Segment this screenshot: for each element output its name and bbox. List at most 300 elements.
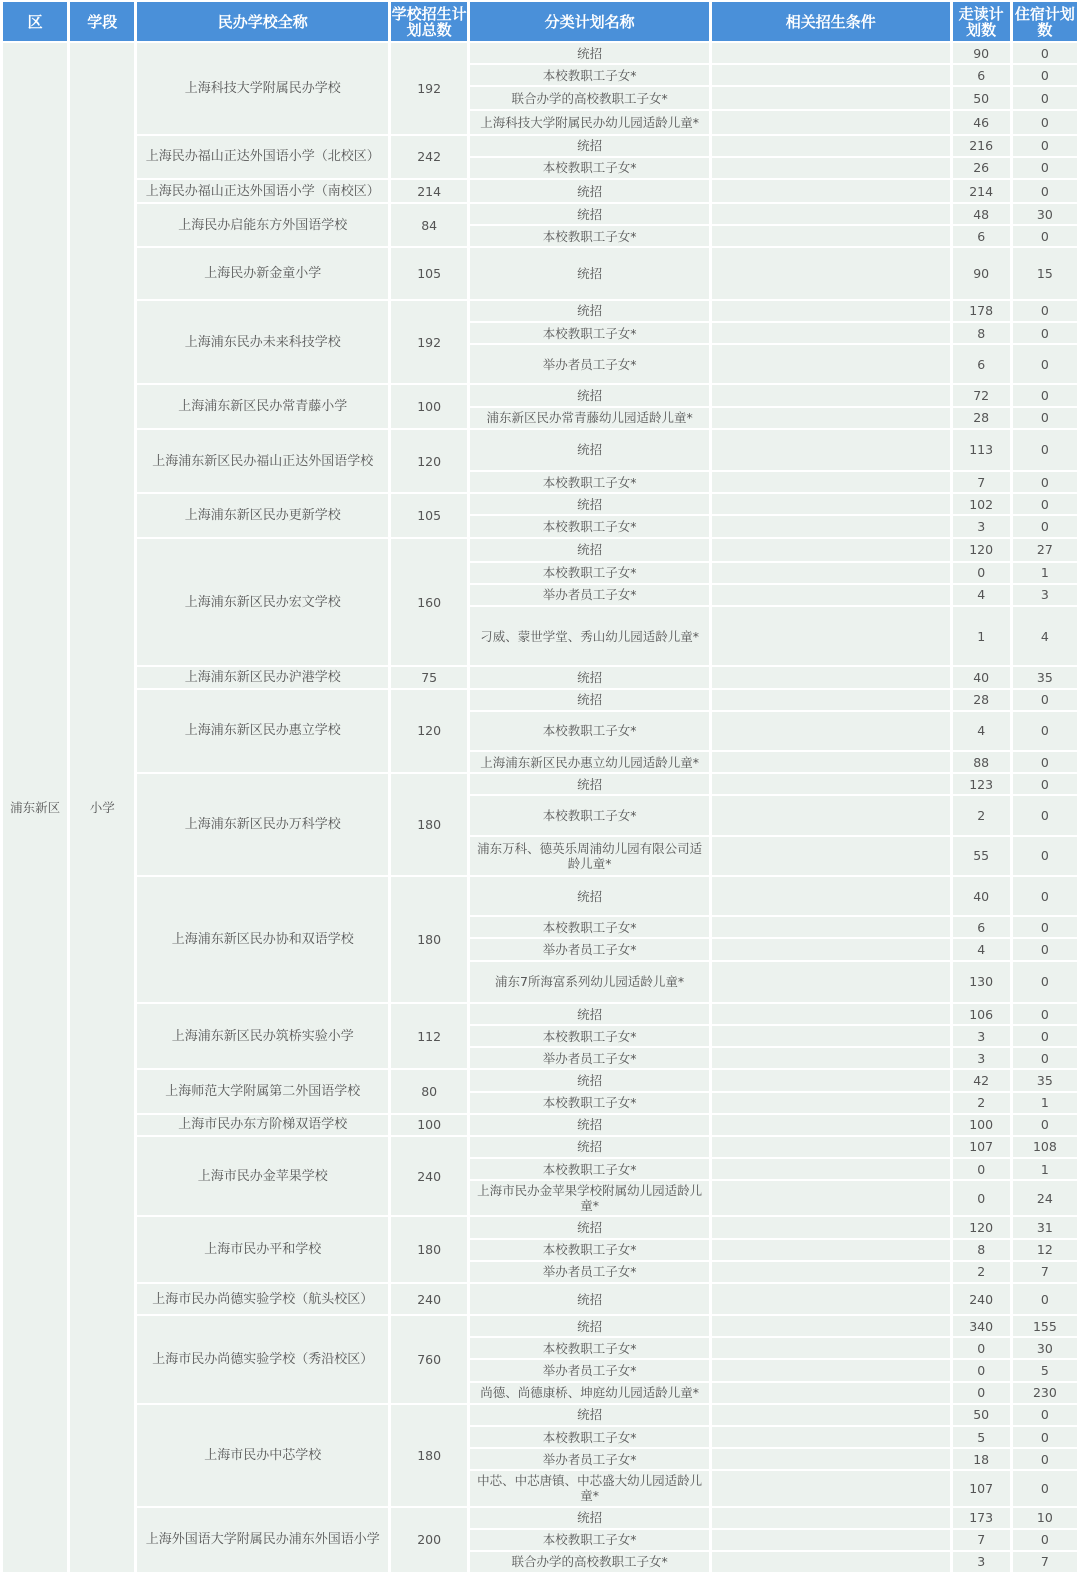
board-plan-cell: 0 — [1013, 1115, 1077, 1135]
board-plan-cell: 0 — [1013, 430, 1077, 470]
day-plan-cell: 123 — [953, 774, 1010, 794]
board-plan-cell: 0 — [1013, 1048, 1077, 1068]
category-cell: 统招 — [470, 430, 709, 470]
board-plan-cell: 0 — [1013, 796, 1077, 834]
conditions-cell — [712, 204, 950, 224]
table-row — [3, 180, 1077, 202]
table-row — [3, 43, 1077, 63]
board-plan-cell: 0 — [1013, 1449, 1077, 1469]
category-cell: 举办者员工子女* — [470, 1262, 709, 1282]
day-plan-cell: 4 — [953, 939, 1010, 959]
conditions-cell — [712, 43, 950, 63]
conditions-cell — [712, 962, 950, 1002]
board-plan-cell: 0 — [1013, 1026, 1077, 1046]
day-plan-cell: 7 — [953, 472, 1010, 492]
category-cell: 统招 — [470, 204, 709, 224]
board-plan-cell: 10 — [1013, 1508, 1077, 1528]
board-plan-cell: 27 — [1013, 539, 1077, 561]
day-plan-cell: 46 — [953, 111, 1010, 133]
day-plan-cell: 72 — [953, 385, 1010, 405]
school-name-cell: 上海市民办尚德实验学校（航头校区） — [137, 1284, 388, 1314]
day-plan-cell: 0 — [953, 1181, 1010, 1215]
conditions-cell — [712, 1427, 950, 1447]
school-name-cell: 上海浦东新区民办更新学校 — [137, 494, 388, 536]
category-cell: 统招 — [470, 43, 709, 63]
table-row — [3, 774, 1077, 794]
category-cell: 联合办学的高校教职工子女* — [470, 1552, 709, 1572]
school-name-cell: 上海浦东新区民办万科学校 — [137, 774, 388, 875]
total-plan-cell: 75 — [391, 667, 467, 687]
category-cell: 本校教职工子女* — [470, 65, 709, 85]
conditions-cell — [712, 796, 950, 834]
board-plan-cell: 3 — [1013, 585, 1077, 605]
conditions-cell — [712, 585, 950, 605]
category-cell: 本校教职工子女* — [470, 1159, 709, 1179]
conditions-cell — [712, 180, 950, 202]
day-plan-cell: 6 — [953, 917, 1010, 937]
conditions-cell — [712, 1316, 950, 1336]
header-school-name: 民办学校全称 — [137, 2, 388, 41]
conditions-cell — [712, 1240, 950, 1260]
conditions-cell — [712, 1284, 950, 1314]
day-plan-cell: 6 — [953, 226, 1010, 246]
stage-cell: 小学 — [70, 43, 134, 1572]
conditions-cell — [712, 345, 950, 383]
category-cell: 本校教职工子女* — [470, 796, 709, 834]
total-plan-cell: 80 — [391, 1070, 467, 1112]
day-plan-cell: 3 — [953, 1048, 1010, 1068]
school-name-cell: 上海浦东新区民办沪港学校 — [137, 667, 388, 687]
day-plan-cell: 4 — [953, 712, 1010, 750]
category-cell: 统招 — [470, 1284, 709, 1314]
day-plan-cell: 240 — [953, 1284, 1010, 1314]
total-plan-cell: 160 — [391, 539, 467, 666]
conditions-cell — [712, 1552, 950, 1572]
board-plan-cell: 0 — [1013, 1284, 1077, 1314]
board-plan-cell: 0 — [1013, 136, 1077, 156]
total-plan-cell: 192 — [391, 301, 467, 384]
conditions-cell — [712, 939, 950, 959]
board-plan-cell: 0 — [1013, 65, 1077, 85]
day-plan-cell: 26 — [953, 158, 1010, 178]
category-cell: 统招 — [470, 301, 709, 321]
day-plan-cell: 3 — [953, 1552, 1010, 1572]
school-name-cell: 上海民办新金童小学 — [137, 248, 388, 298]
conditions-cell — [712, 301, 950, 321]
day-plan-cell: 18 — [953, 1449, 1010, 1469]
board-plan-cell: 0 — [1013, 158, 1077, 178]
day-plan-cell: 1 — [953, 607, 1010, 665]
day-plan-cell: 113 — [953, 430, 1010, 470]
category-cell: 本校教职工子女* — [470, 226, 709, 246]
board-plan-cell: 0 — [1013, 752, 1077, 772]
category-cell: 统招 — [470, 667, 709, 687]
total-plan-cell: 112 — [391, 1004, 467, 1068]
day-plan-cell: 0 — [953, 563, 1010, 583]
day-plan-cell: 3 — [953, 1026, 1010, 1046]
board-plan-cell: 0 — [1013, 939, 1077, 959]
school-name-cell: 上海浦东新区民办常青藤小学 — [137, 385, 388, 427]
school-name-cell: 上海浦东新区民办福山正达外国语学校 — [137, 430, 388, 492]
conditions-cell — [712, 607, 950, 665]
category-cell: 本校教职工子女* — [470, 158, 709, 178]
school-name-cell: 上海市民办金苹果学校 — [137, 1137, 388, 1216]
category-cell: 浦东万科、德英乐周浦幼儿园有限公司适龄儿童* — [470, 837, 709, 875]
table-row — [3, 204, 1077, 224]
board-plan-cell: 1 — [1013, 1093, 1077, 1113]
day-plan-cell: 90 — [953, 248, 1010, 298]
board-plan-cell: 0 — [1013, 494, 1077, 514]
table-row — [3, 1004, 1077, 1024]
conditions-cell — [712, 917, 950, 937]
conditions-cell — [712, 563, 950, 583]
board-plan-cell: 35 — [1013, 1070, 1077, 1090]
category-cell: 统招 — [470, 877, 709, 915]
category-cell: 本校教职工子女* — [470, 1093, 709, 1113]
category-cell: 本校教职工子女* — [470, 323, 709, 343]
conditions-cell — [712, 1262, 950, 1282]
table-row — [3, 1115, 1077, 1135]
board-plan-cell: 0 — [1013, 877, 1077, 915]
conditions-cell — [712, 1471, 950, 1505]
conditions-cell — [712, 1070, 950, 1090]
board-plan-cell: 0 — [1013, 1405, 1077, 1425]
category-cell: 统招 — [470, 494, 709, 514]
board-plan-cell: 0 — [1013, 1004, 1077, 1024]
board-plan-cell: 0 — [1013, 690, 1077, 710]
conditions-cell — [712, 539, 950, 561]
total-plan-cell: 760 — [391, 1316, 467, 1403]
day-plan-cell: 214 — [953, 180, 1010, 202]
conditions-cell — [712, 472, 950, 492]
school-name-cell: 上海民办福山正达外国语小学（南校区） — [137, 180, 388, 202]
conditions-cell — [712, 1383, 950, 1403]
category-cell: 举办者员工子女* — [470, 939, 709, 959]
day-plan-cell: 3 — [953, 516, 1010, 536]
day-plan-cell: 40 — [953, 877, 1010, 915]
category-cell: 举办者员工子女* — [470, 1048, 709, 1068]
category-cell: 统招 — [470, 539, 709, 561]
day-plan-cell: 28 — [953, 408, 1010, 428]
day-plan-cell: 107 — [953, 1471, 1010, 1505]
conditions-cell — [712, 1405, 950, 1425]
conditions-cell — [712, 1048, 950, 1068]
board-plan-cell: 0 — [1013, 917, 1077, 937]
header-total-plan: 学校招生计划总数 — [391, 2, 467, 41]
board-plan-cell: 30 — [1013, 1338, 1077, 1358]
category-cell: 统招 — [470, 136, 709, 156]
conditions-cell — [712, 1530, 950, 1550]
day-plan-cell: 28 — [953, 690, 1010, 710]
category-cell: 上海浦东新区民办惠立幼儿园适龄儿童* — [470, 752, 709, 772]
board-plan-cell: 1 — [1013, 563, 1077, 583]
table-row — [3, 430, 1077, 470]
category-cell: 本校教职工子女* — [470, 1338, 709, 1358]
table-row — [3, 494, 1077, 514]
board-plan-cell: 0 — [1013, 516, 1077, 536]
day-plan-cell: 2 — [953, 796, 1010, 834]
conditions-cell — [712, 1338, 950, 1358]
conditions-cell — [712, 1115, 950, 1135]
conditions-cell — [712, 226, 950, 246]
conditions-cell — [712, 158, 950, 178]
category-cell: 联合办学的高校教职工子女* — [470, 87, 709, 109]
school-name-cell: 上海民办启能东方外国语学校 — [137, 204, 388, 246]
board-plan-cell: 0 — [1013, 345, 1077, 383]
header-row — [3, 2, 1077, 41]
day-plan-cell: 50 — [953, 87, 1010, 109]
conditions-cell — [712, 1159, 950, 1179]
total-plan-cell: 214 — [391, 180, 467, 202]
total-plan-cell: 200 — [391, 1508, 467, 1573]
school-name-cell: 上海浦东新区民办协和双语学校 — [137, 877, 388, 1002]
table-row — [3, 1316, 1077, 1336]
category-cell: 本校教职工子女* — [470, 917, 709, 937]
day-plan-cell: 216 — [953, 136, 1010, 156]
category-cell: 统招 — [470, 774, 709, 794]
school-name-cell: 上海浦东新区民办筑桥实验小学 — [137, 1004, 388, 1068]
category-cell: 本校教职工子女* — [470, 472, 709, 492]
table-row — [3, 1137, 1077, 1157]
table-row — [3, 1508, 1077, 1528]
category-cell: 统招 — [470, 385, 709, 405]
board-plan-cell: 0 — [1013, 472, 1077, 492]
category-cell: 本校教职工子女* — [470, 1026, 709, 1046]
school-name-cell: 上海师范大学附属第二外国语学校 — [137, 1070, 388, 1112]
table-row — [3, 1217, 1077, 1237]
total-plan-cell: 180 — [391, 1217, 467, 1281]
board-plan-cell: 0 — [1013, 323, 1077, 343]
total-plan-cell: 100 — [391, 1115, 467, 1135]
category-cell: 统招 — [470, 1508, 709, 1528]
conditions-cell — [712, 323, 950, 343]
conditions-cell — [712, 1093, 950, 1113]
category-cell: 上海科技大学附属民办幼儿园适龄儿童* — [470, 111, 709, 133]
board-plan-cell: 0 — [1013, 111, 1077, 133]
board-plan-cell: 31 — [1013, 1217, 1077, 1237]
conditions-cell — [712, 1360, 950, 1380]
category-cell: 统招 — [470, 1217, 709, 1237]
school-name-cell: 上海市民办尚德实验学校（秀沿校区） — [137, 1316, 388, 1403]
day-plan-cell: 130 — [953, 962, 1010, 1002]
conditions-cell — [712, 1026, 950, 1046]
day-plan-cell: 50 — [953, 1405, 1010, 1425]
conditions-cell — [712, 248, 950, 298]
day-plan-cell: 55 — [953, 837, 1010, 875]
board-plan-cell: 4 — [1013, 607, 1077, 665]
district-cell: 浦东新区 — [3, 43, 67, 1572]
category-cell: 统招 — [470, 1316, 709, 1336]
category-cell: 举办者员工子女* — [470, 1360, 709, 1380]
school-name-cell: 上海民办福山正达外国语小学（北校区） — [137, 136, 388, 178]
day-plan-cell: 2 — [953, 1262, 1010, 1282]
category-cell: 统招 — [470, 690, 709, 710]
category-cell: 统招 — [470, 248, 709, 298]
conditions-cell — [712, 65, 950, 85]
total-plan-cell: 240 — [391, 1284, 467, 1314]
day-plan-cell: 120 — [953, 539, 1010, 561]
conditions-cell — [712, 1217, 950, 1237]
total-plan-cell: 105 — [391, 494, 467, 536]
category-cell: 尚德、尚德康桥、坤庭幼儿园适龄儿童* — [470, 1383, 709, 1403]
table-row — [3, 539, 1077, 561]
category-cell: 浦东7所海富系列幼儿园适龄儿童* — [470, 962, 709, 1002]
board-plan-cell: 0 — [1013, 837, 1077, 875]
conditions-cell — [712, 408, 950, 428]
day-plan-cell: 0 — [953, 1383, 1010, 1403]
category-cell: 本校教职工子女* — [470, 1240, 709, 1260]
board-plan-cell: 0 — [1013, 180, 1077, 202]
board-plan-cell: 230 — [1013, 1383, 1077, 1403]
header-district: 区 — [3, 2, 67, 41]
total-plan-cell: 240 — [391, 1137, 467, 1216]
day-plan-cell: 7 — [953, 1530, 1010, 1550]
conditions-cell — [712, 516, 950, 536]
day-plan-cell: 107 — [953, 1137, 1010, 1157]
board-plan-cell: 0 — [1013, 385, 1077, 405]
table-row — [3, 690, 1077, 710]
total-plan-cell: 100 — [391, 385, 467, 427]
conditions-cell — [712, 494, 950, 514]
day-plan-cell: 6 — [953, 65, 1010, 85]
table-row — [3, 1405, 1077, 1425]
table-row — [3, 248, 1077, 298]
school-name-cell: 上海市民办中芯学校 — [137, 1405, 388, 1506]
day-plan-cell: 0 — [953, 1338, 1010, 1358]
conditions-cell — [712, 385, 950, 405]
total-plan-cell: 180 — [391, 1405, 467, 1506]
conditions-cell — [712, 87, 950, 109]
category-cell: 统招 — [470, 1137, 709, 1157]
day-plan-cell: 48 — [953, 204, 1010, 224]
category-cell: 中芯、中芯唐镇、中芯盛大幼儿园适龄儿童* — [470, 1471, 709, 1505]
conditions-cell — [712, 877, 950, 915]
total-plan-cell: 105 — [391, 248, 467, 298]
school-name-cell: 上海市民办东方阶梯双语学校 — [137, 1115, 388, 1135]
board-plan-cell: 5 — [1013, 1360, 1077, 1380]
board-plan-cell: 0 — [1013, 1530, 1077, 1550]
category-cell: 本校教职工子女* — [470, 712, 709, 750]
school-name-cell: 上海外国语大学附属民办浦东外国语小学 — [137, 1508, 388, 1573]
day-plan-cell: 42 — [953, 1070, 1010, 1090]
conditions-cell — [712, 712, 950, 750]
total-plan-cell: 180 — [391, 774, 467, 875]
conditions-cell — [712, 752, 950, 772]
category-cell: 统招 — [470, 180, 709, 202]
board-plan-cell: 35 — [1013, 667, 1077, 687]
table-row — [3, 385, 1077, 405]
day-plan-cell: 106 — [953, 1004, 1010, 1024]
day-plan-cell: 8 — [953, 1240, 1010, 1260]
conditions-cell — [712, 111, 950, 133]
board-plan-cell: 0 — [1013, 1471, 1077, 1505]
board-plan-cell: 0 — [1013, 1427, 1077, 1447]
day-plan-cell: 88 — [953, 752, 1010, 772]
category-cell: 刁威、蒙世学堂、秀山幼儿园适龄儿童* — [470, 607, 709, 665]
conditions-cell — [712, 667, 950, 687]
category-cell: 统招 — [470, 1070, 709, 1090]
total-plan-cell: 84 — [391, 204, 467, 246]
conditions-cell — [712, 136, 950, 156]
day-plan-cell: 340 — [953, 1316, 1010, 1336]
day-plan-cell: 100 — [953, 1115, 1010, 1135]
category-cell: 浦东新区民办常青藤幼儿园适龄儿童* — [470, 408, 709, 428]
category-cell: 举办者员工子女* — [470, 585, 709, 605]
day-plan-cell: 8 — [953, 323, 1010, 343]
school-name-cell: 上海浦东民办未来科技学校 — [137, 301, 388, 384]
table-row — [3, 877, 1077, 915]
header-day-plan: 走读计划数 — [953, 2, 1010, 41]
table-row — [3, 136, 1077, 156]
board-plan-cell: 0 — [1013, 962, 1077, 1002]
board-plan-cell: 30 — [1013, 204, 1077, 224]
table-row — [3, 1284, 1077, 1314]
conditions-cell — [712, 1508, 950, 1528]
conditions-cell — [712, 1181, 950, 1215]
header-conditions: 相关招生条件 — [712, 2, 950, 41]
day-plan-cell: 0 — [953, 1159, 1010, 1179]
day-plan-cell: 102 — [953, 494, 1010, 514]
day-plan-cell: 120 — [953, 1217, 1010, 1237]
conditions-cell — [712, 430, 950, 470]
total-plan-cell: 192 — [391, 43, 467, 134]
total-plan-cell: 120 — [391, 690, 467, 773]
conditions-cell — [712, 690, 950, 710]
board-plan-cell: 7 — [1013, 1552, 1077, 1572]
board-plan-cell: 24 — [1013, 1181, 1077, 1215]
board-plan-cell: 7 — [1013, 1262, 1077, 1282]
day-plan-cell: 0 — [953, 1360, 1010, 1380]
board-plan-cell: 155 — [1013, 1316, 1077, 1336]
category-cell: 统招 — [470, 1115, 709, 1135]
category-cell: 本校教职工子女* — [470, 1427, 709, 1447]
conditions-cell — [712, 1004, 950, 1024]
category-cell: 上海市民办金苹果学校附属幼儿园适龄儿童* — [470, 1181, 709, 1215]
category-cell: 统招 — [470, 1004, 709, 1024]
category-cell: 本校教职工子女* — [470, 1530, 709, 1550]
category-cell: 统招 — [470, 1405, 709, 1425]
school-name-cell: 上海浦东新区民办宏文学校 — [137, 539, 388, 666]
header-stage: 学段 — [70, 2, 134, 41]
school-name-cell: 上海浦东新区民办惠立学校 — [137, 690, 388, 773]
day-plan-cell: 90 — [953, 43, 1010, 63]
board-plan-cell: 0 — [1013, 43, 1077, 63]
table-row — [3, 1070, 1077, 1090]
total-plan-cell: 242 — [391, 136, 467, 178]
board-plan-cell: 0 — [1013, 712, 1077, 750]
table-row — [3, 667, 1077, 687]
board-plan-cell: 0 — [1013, 774, 1077, 794]
day-plan-cell: 40 — [953, 667, 1010, 687]
board-plan-cell: 12 — [1013, 1240, 1077, 1260]
board-plan-cell: 0 — [1013, 408, 1077, 428]
table-row — [3, 301, 1077, 321]
category-cell: 举办者员工子女* — [470, 1449, 709, 1469]
board-plan-cell: 108 — [1013, 1137, 1077, 1157]
board-plan-cell: 1 — [1013, 1159, 1077, 1179]
day-plan-cell: 173 — [953, 1508, 1010, 1528]
board-plan-cell: 0 — [1013, 301, 1077, 321]
school-name-cell: 上海市民办平和学校 — [137, 1217, 388, 1281]
school-name-cell: 上海科技大学附属民办学校 — [137, 43, 388, 134]
category-cell: 举办者员工子女* — [470, 345, 709, 383]
day-plan-cell: 5 — [953, 1427, 1010, 1447]
board-plan-cell: 0 — [1013, 226, 1077, 246]
category-cell: 本校教职工子女* — [470, 516, 709, 536]
category-cell: 本校教职工子女* — [470, 563, 709, 583]
day-plan-cell: 4 — [953, 585, 1010, 605]
header-category: 分类计划名称 — [470, 2, 709, 41]
